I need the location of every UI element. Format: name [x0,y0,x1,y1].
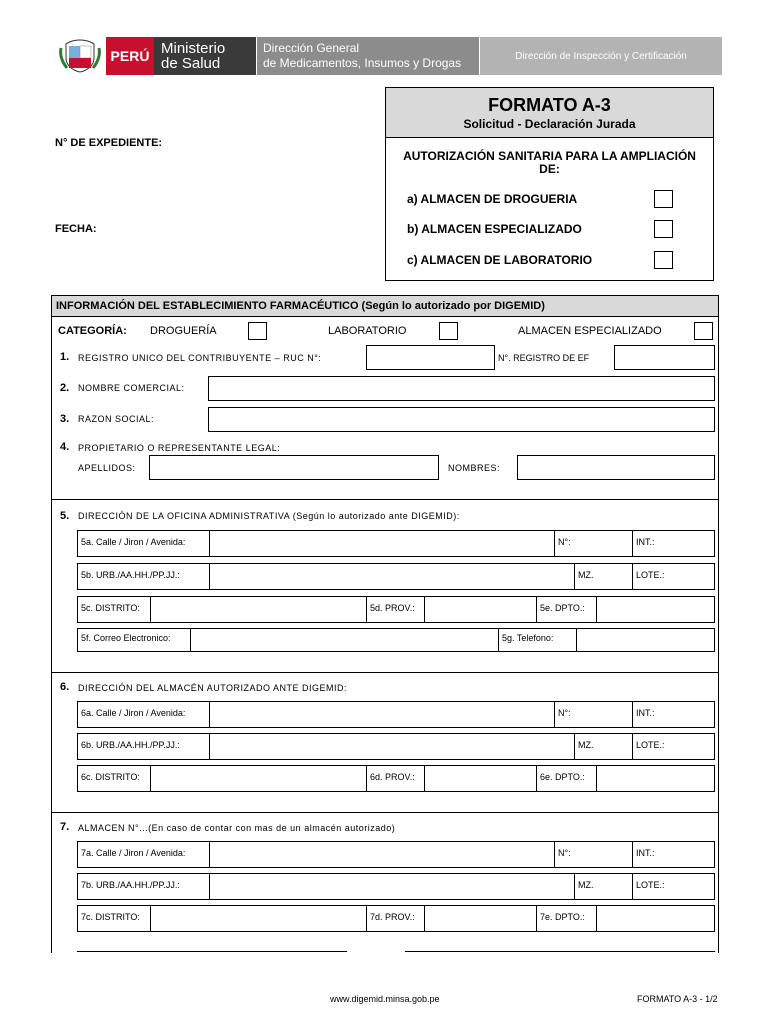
int-5a-label: INT.: [636,537,655,547]
signature-line-left [77,951,347,952]
n-6a-field[interactable] [554,702,632,727]
dpto-6e-label: 6e. DPTO.: [536,766,596,791]
razon-social-label: RAZON SOCIAL: [78,414,155,424]
field5-number: 5. [60,510,70,522]
cat-drogueria-label: DROGUERÍA [150,325,217,337]
razon-social-input[interactable] [208,407,715,432]
calle-6a-label: 6a. Calle / Jiron / Avenida: [81,708,186,718]
urb-6b-input[interactable] [209,734,574,759]
n-7a-label: N°: [558,848,571,858]
row-7a [77,841,715,868]
distrito-7c-input[interactable] [150,906,366,931]
prov-5d-input[interactable] [424,597,536,622]
field1-number: 1. [60,351,70,363]
prov-7d-label: 7d. PROV.: [366,906,424,931]
peru-text: PERÚ [110,48,150,64]
ruc-input[interactable] [366,345,495,370]
calle-7a-label: 7a. Calle / Jiron / Avenida: [81,848,186,858]
ministerio-line1: Ministerio [161,40,226,57]
row-6a [77,701,715,728]
urb-5b-label: 5b. URB./AA.HH./PP.JJ.: [81,570,180,580]
telefono-5g-label: 5g. Telefono: [498,629,576,651]
mz-6b-label: MZ. [578,740,594,750]
formato-header [386,88,713,138]
lote-5b-label: LOTE.: [636,570,665,580]
dpto-7e-label: 7e. DPTO.: [536,906,596,931]
row-5b [77,563,715,590]
categoria-label: CATEGORÍA: [58,325,127,337]
int-6a-field[interactable] [632,702,714,727]
footer-page: FORMATO A-3 - 1/2 [637,994,718,1004]
peru-tag [106,37,154,75]
nombres-input[interactable] [517,455,715,480]
lote-7b-field[interactable] [632,874,714,899]
dg-line2: de Medicamentos, Insumos y Drogas [263,56,462,70]
field4-number: 4. [60,441,70,453]
option-drogueria-label: a) ALMACEN DE DROGUERIA [407,192,578,206]
almacen-n-label: ALMACEN N°...(En caso de contar con mas de un almacén autorizado) [78,823,396,833]
field2-number: 2. [60,382,70,394]
section-title: INFORMACIÓN DEL ESTABLECIMIENTO FARMACÉUTICO (Según lo autorizado por DIGEMID) [51,295,719,317]
prov-7d-input[interactable] [424,906,536,931]
signature-line-right [405,951,715,952]
autorizacion-text: AUTORIZACIÓN SANITARIA PARA LA AMPLIACIÓN DE: [403,149,696,176]
oficina-label: DIRECCIÓN DE LA OFICINA ADMINISTRATIVA (Según lo autorizado ante DIGEMID): [78,511,460,521]
propietario-label: PROPIETARIO O REPRESENTANTE LEGAL: [78,443,281,453]
urb-7b-label: 7b. URB./AA.HH./PP.JJ.: [81,880,180,890]
row-5a [77,530,715,557]
distrito-6c-input[interactable] [150,766,366,791]
row-7b [77,873,715,900]
option-laboratorio-checkbox[interactable] [654,251,673,269]
distrito-5c-input[interactable] [150,597,366,622]
ruc-label: REGISTRO UNICO DEL CONTRIBUYENTE – RUC N°: [78,353,322,363]
mz-7b-label: MZ. [578,880,594,890]
lote-6b-field[interactable] [632,734,714,759]
nombre-comercial-input[interactable] [208,376,715,401]
option-laboratorio-label: c) ALMACEN DE LABORATORIO [407,253,593,267]
calle-5a-label: 5a. Calle / Jiron / Avenida: [81,537,186,547]
prov-5d-label: 5d. PROV.: [366,597,424,622]
int-7a-label: INT.: [636,848,655,858]
n-5a-label: N°: [558,537,571,547]
lote-7b-label: LOTE.: [636,880,665,890]
field3-number: 3. [60,413,70,425]
option-drogueria-checkbox[interactable] [654,190,673,208]
mz-5b-field[interactable] [574,564,632,589]
n-6a-label: N°: [558,708,571,718]
calle-7a-input[interactable] [209,842,554,867]
lote-5b-field[interactable] [632,564,714,589]
field6-number: 6. [60,681,70,693]
correo-5f-input[interactable] [190,629,498,651]
cat-especializado-label: ALMACEN ESPECIALIZADO [518,325,662,337]
telefono-5g-input[interactable] [576,629,714,651]
dpto-6e-input[interactable] [596,766,714,791]
n-5a-field[interactable] [554,531,632,556]
row-7c [77,905,715,932]
calle-5a-input[interactable] [209,531,554,556]
registro-ef-input[interactable] [614,345,715,370]
option-especializado-checkbox[interactable] [654,220,673,238]
urb-5b-input[interactable] [209,564,574,589]
cat-laboratorio-label: LABORATORIO [328,325,407,337]
row-6b [77,733,715,760]
fecha-label: FECHA: [55,223,97,235]
int-5a-field[interactable] [632,531,714,556]
cat-drogueria-checkbox[interactable] [248,322,267,340]
nombre-comercial-label: NOMBRE COMERCIAL: [78,383,185,393]
dg-line1: Dirección General [263,41,360,55]
row-6c [77,765,715,792]
mz-7b-field[interactable] [574,874,632,899]
row-5f [77,628,715,652]
nombres-label: NOMBRES: [448,463,501,473]
dpto-5e-input[interactable] [596,597,714,622]
option-especializado-label: b) ALMACEN ESPECIALIZADO [407,222,582,236]
formato-box [385,87,714,281]
int-6a-label: INT.: [636,708,655,718]
urb-7b-input[interactable] [209,874,574,899]
direccion-text: Dirección de Inspección y Certificación [515,50,687,62]
cat-laboratorio-checkbox[interactable] [439,322,458,340]
cat-especializado-checkbox[interactable] [694,322,713,340]
footer-url: www.digemid.minsa.gob.pe [330,994,440,1004]
n-7a-field[interactable] [554,842,632,867]
row-5c [77,596,715,623]
distrito-7c-label: 7c. DISTRITO: [81,912,140,922]
urb-6b-label: 6b. URB./AA.HH./PP.JJ.: [81,740,180,750]
correo-5f-label: 5f. Correo Electronico: [81,633,171,643]
field7-number: 7. [60,821,70,833]
ministerio-logo [154,37,256,75]
direccion-general-box [257,37,479,75]
formato-title: FORMATO A-3 [488,95,611,115]
int-7a-field[interactable] [632,842,714,867]
formato-subtitle: Solicitud - Declaración Jurada [463,117,636,131]
calle-6a-input[interactable] [209,702,554,727]
prov-6d-label: 6d. PROV.: [366,766,424,791]
dpto-7e-input[interactable] [596,906,714,931]
distrito-6c-label: 6c. DISTRITO: [81,772,140,782]
peru-coat-of-arms-logo [57,38,103,74]
apellidos-label: APELLIDOS: [78,463,136,473]
mz-6b-field[interactable] [574,734,632,759]
almacen-autorizado-label: DIRECCIÓN DEL ALMACÉN AUTORIZADO ANTE DIGEMID: [78,683,348,693]
lote-6b-label: LOTE.: [636,740,665,750]
distrito-5c-label: 5c. DISTRITO: [81,603,140,613]
dpto-5e-label: 5e. DPTO.: [536,597,596,622]
expediente-label: N° DE EXPEDIENTE: [55,137,163,149]
direccion-inspeccion-box [480,37,722,75]
registro-ef-label: N°. REGISTRO DE EF [498,353,590,363]
ministerio-line2: de Salud [161,55,221,72]
apellidos-input[interactable] [149,455,439,480]
prov-6d-input[interactable] [424,766,536,791]
mz-5b-label: MZ. [578,570,594,580]
